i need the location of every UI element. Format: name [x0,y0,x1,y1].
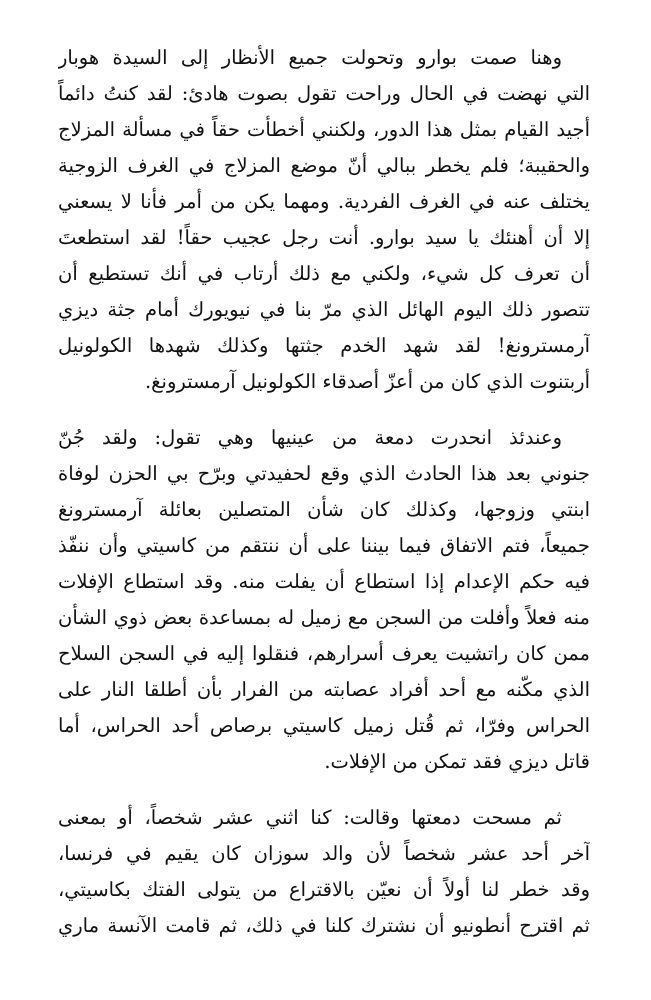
text-line: فيه حكم الإعدام إذا استطاع أن يفلت منه. وقد استطاع الإفلات [58,570,590,593]
text-line: التي نهضت في الحال وراحت تقول بصوت هادئ: لقد كنتُ دائماً [58,82,590,105]
text-line: إلا أن أهنئك يا سيد بوارو. أنت رجل عجيب حقاً! لقد استطعتَ [58,226,590,249]
text-line: ابنتي وزوجها، وكذلك كان شأن المتصلين بعائلة آرمسترونغ [58,498,590,521]
text-line: الذي مكّنه مع أحد أفراد عصابته من الفرار بأن أطلقا النار على [58,678,590,701]
text-line: جنوني بعد هذا الحادث الذي وقع لحفيدتي وبرّح بي الحزن لوفاة [58,462,590,485]
text-line: تتصور ذلك اليوم الهائل الذي مرّ بنا في نيويورك أمام جثة ديزي [58,298,590,321]
book-page [58,40,590,964]
text-line: ثم مسحت دمعتها وقالت: كنا اثني عشر شخصاً، أو بمعنى [58,806,562,829]
text-line: ممن كان راتشيت يعرف أسرارهم، فنقلوا إليه في السجن السلاح [58,642,590,665]
text-line: آخر أحد عشر شخصاً لأن والد سوزان كان يقيم في فرنسا، [58,842,590,865]
text-line: منه فعلاً وأفلت من السجن مع زميل له بمساعدة بعض ذوي الشأن [58,606,590,629]
text-line: الحراس وفرّا، ثم قُتل زميل كاسيتي برصاص أحد الحراس، أما [58,714,590,737]
paragraph-1 [58,40,590,400]
paragraph-2 [58,420,590,780]
text-line: ثم اقترح أنطونيو أن نشترك كلنا في ذلك، ثم قامت الآنسة ماري [58,914,590,937]
text-line: وقد خطر لنا أولاً أن نعيّن بالاقتراع من يتولى الفتك بكاسيتي، [58,878,590,901]
text-line: وعندئذ انحدرت دمعة من عينيها وهي تقول: ولقد جُنّ [58,426,562,449]
text-line: قاتل ديزي فقد تمكن من الإفلات. [324,750,590,773]
text-line: أربتنوت الذي كان من أعزّ أصدقاء الكولونيل آرمسترونغ. [144,370,590,393]
text-line: أن تعرف كل شيء، ولكني مع ذلك أرتاب في أنك تستطيع أن [58,262,590,285]
text-line: والحقيبة؛ فلم يخطر ببالي أنّ موضع المزلاج في الغرف الزوجية [58,154,590,177]
paragraph-3 [58,800,590,944]
text-line: جميعاً، فتم الاتفاق فيما بيننا على أن ننتقم من كاسيتي وأن ننفّذ [58,534,590,557]
text-line: آرمسترونغ! لقد شهد الخدم جثتها وكذلك شهدها الكولونيل [58,334,590,357]
text-line: يختلف عنه في الغرف الفردية. ومهما يكن من أمر فأنا لا يسعني [58,190,590,213]
text-line: وهنا صمت بوارو وتحولت جميع الأنظار إلى السيدة هوبار [58,46,562,69]
text-line: أجيد القيام بمثل هذا الدور، ولكنني أخطأت حقاً في مسألة المزلاج [58,118,590,141]
